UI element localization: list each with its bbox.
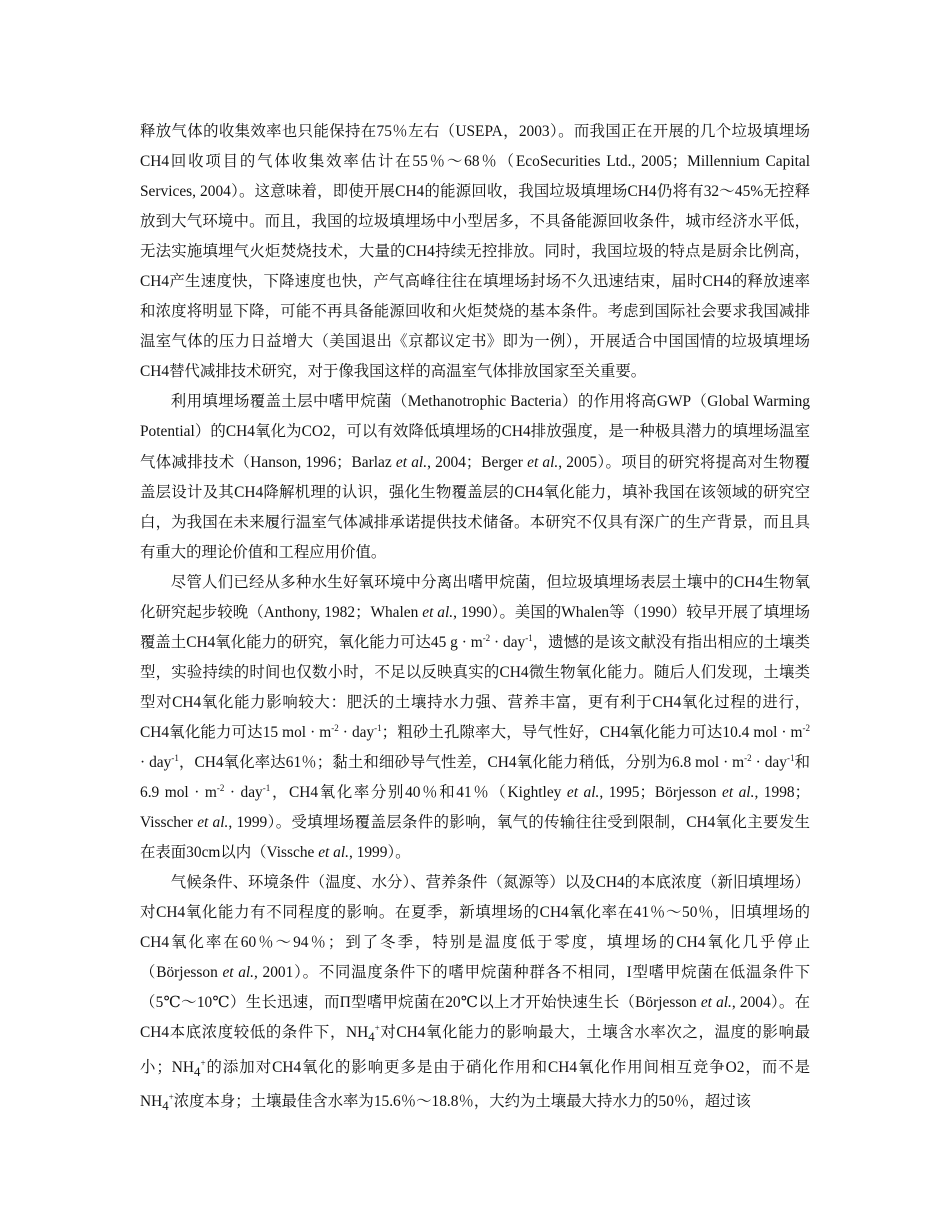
text-segment: -2 (744, 752, 752, 763)
text-segment: 利用填埋场覆盖土层中嗜甲烷菌（Methanotrophic Bacteria）的作用将高GWP（Global Warming Potential）的CH4氧化为CO2，可以有效降低填埋场的CH4排放强度，是一种极具潜力的填埋场温室气体减排技术（Hanson, 1996；Barlaz (140, 393, 810, 471)
text-segment: · day (140, 753, 172, 771)
text-segment: et al. (222, 964, 255, 982)
text-segment: 和6.9 mol · m (140, 753, 810, 802)
text-segment: , 1998；Visscher (140, 784, 810, 832)
text-segment: et al. (527, 453, 559, 471)
paragraph-4 (140, 868, 810, 1121)
paragraph-3 (140, 568, 810, 868)
text-segment: 对CH4氧化能力的影响最大，土壤含水率次之，温度的影响最小；NH (140, 1024, 810, 1076)
text-segment: · day (224, 784, 263, 802)
text-segment: 释放气体的收集效率也只能保持在75％左右（USEPA，2003）。而我国正在开展的几个垃圾填埋场CH4回收项目的气体收集效率估计在55％～68％（EcoSecurities Ltd., 2005；Millennium Capital Services, 2004）。这意味着，即使开展CH4的能源回收，我国垃圾填埋场CH4仍将有32～45%无控释放到大气环境中。而且，我国的垃圾填埋场中小型居多，不具备能源回收条件，城市经济水平低，无法实施填埋气火炬焚烧技术，大量的CH4持续无控排放。同时，我国垃圾的特点是厨余比例高，CH4产生速度快，下降速度也快，产气高峰往往在填埋场封场不久迅速结束，届时CH4的释放速率和浓度将明显下降，可能不再具备能源回收和火炬焚烧的基本条件。考虑到国际社会要求我国减排温室气体的压力日益增大（美国退出《京都议定书》即为一例），开展适合中国国情的垃圾填埋场CH4替代减排技术研究，对于像我国这样的高温室气体排放国家至关重要。 (140, 123, 810, 381)
text-segment: ；粗砂土孔隙率大，导气性好，CH4氧化能力可达10.4 mol · m (381, 723, 803, 741)
text-segment: et al. (197, 814, 229, 832)
text-segment: , 1999）。 (348, 844, 411, 862)
text-segment: -1 (786, 752, 795, 763)
text-segment: 尽管人们已经从多种水生好氧环境中分离出嗜甲烷菌，但垃圾填埋场表层土壤中的CH4生物氧化研究起步较晚（Anthony, 1982；Whalen (140, 573, 810, 621)
text-segment: , 1995；Börjesson (599, 784, 722, 802)
text-segment: 4 (194, 1064, 201, 1079)
text-segment: -1 (262, 782, 271, 793)
text-segment: -2 (331, 722, 339, 733)
text-segment: · day (490, 633, 526, 651)
text-segment: ，CH4氧化率达61％；黏土和细砂导气性差，CH4氧化能力稍低，分别为6.8 mol · m (178, 753, 745, 771)
text-segment: et al. (721, 784, 755, 802)
text-segment: -1 (374, 722, 382, 733)
text-segment: 气候条件、环境条件（温度、水分）、营养条件（氮源等）以及CH4的本底浓度（新旧填埋场）对CH4氧化能力有不同程度的影响。在夏季，新填埋场的CH4氧化率在41％～50％，旧填埋场的CH4氧化率在60％～94％；到了冬季，特别是温度低于零度，填埋场的CH4氧化几乎停止（Börjesson (140, 874, 810, 982)
text-segment: , 2004；Berger (427, 453, 528, 471)
text-segment: , 1990）。美国的Whalen等（1990）较早开展了填埋场覆盖土CH4氧化能力的研究，氧化能力可达45 g · m (140, 603, 810, 651)
text-segment: 4 (162, 1098, 169, 1113)
text-segment: -2 (802, 722, 811, 733)
text-segment: -1 (171, 752, 179, 763)
text-segment: et al. (422, 603, 454, 621)
text-segment: -1 (525, 632, 533, 643)
text-segment: , 2005）。项目的研究将提高对生物覆盖层设计及其CH4降解机理的认识，强化生物覆盖层的CH4氧化能力，填补我国在该领域的研究空白，为我国在未来履行温室气体减排承诺提供技术储备。本研究不仅具有深广的生产背景，而且具有重大的理论价值和工程应用价值。 (140, 453, 810, 561)
paragraph-1 (140, 117, 810, 387)
text-segment: et al. (395, 453, 428, 471)
text-segment: 的添加对CH4氧化的影响更多是由于硝化作用和CH4氧化作用间相互竞争O2，而不是NH (140, 1058, 810, 1110)
text-segment: + (200, 1057, 206, 1068)
text-segment: · day (751, 753, 787, 771)
body-text (140, 117, 810, 1121)
text-segment: , 2001）。不同温度条件下的嗜甲烷菌种群各不相同，I型嗜甲烷菌在低温条件下（5℃～10℃）生长迅速，而Π型嗜甲烷菌在20℃以上才开始快速生长（Börjesson (140, 964, 811, 1012)
text-segment: , 2004）。在CH4本底浓度较低的条件下，NH (140, 994, 810, 1042)
text-segment: -2 (482, 632, 491, 643)
text-segment: et al. (566, 784, 600, 802)
text-segment: ，CH4氧化率分别40％和41％（Kightley (270, 784, 567, 802)
text-segment: 4 (368, 1030, 375, 1045)
text-segment: et al. (700, 994, 732, 1012)
text-segment: et al. (318, 844, 349, 862)
text-segment: -2 (216, 782, 225, 793)
text-segment: + (374, 1023, 380, 1034)
paragraph-2 (140, 387, 810, 567)
text-segment: · day (338, 723, 375, 741)
text-segment: 浓度本身；土壤最佳含水率为15.6％～18.8％，大约为土壤最大持水力的50％，超过该 (173, 1092, 751, 1110)
text-segment: ，遗憾的是该文献没有指出相应的土壤类型，实验持续的时间也仅数小时，不足以反映真实的CH4微生物氧化能力。随后人们发现，土壤类型对CH4氧化能力影响较大：肥沃的土壤持水力强、营养丰富，更有利于CH4氧化过程的进行，CH4氧化能力可达15 mol · m (140, 633, 810, 741)
text-segment: , 1999）。受填埋场覆盖层条件的影响，氧气的传输往往受到限制，CH4氧化主要发生在表面30cm以内（Vissche (140, 814, 810, 862)
text-segment: + (168, 1091, 174, 1102)
